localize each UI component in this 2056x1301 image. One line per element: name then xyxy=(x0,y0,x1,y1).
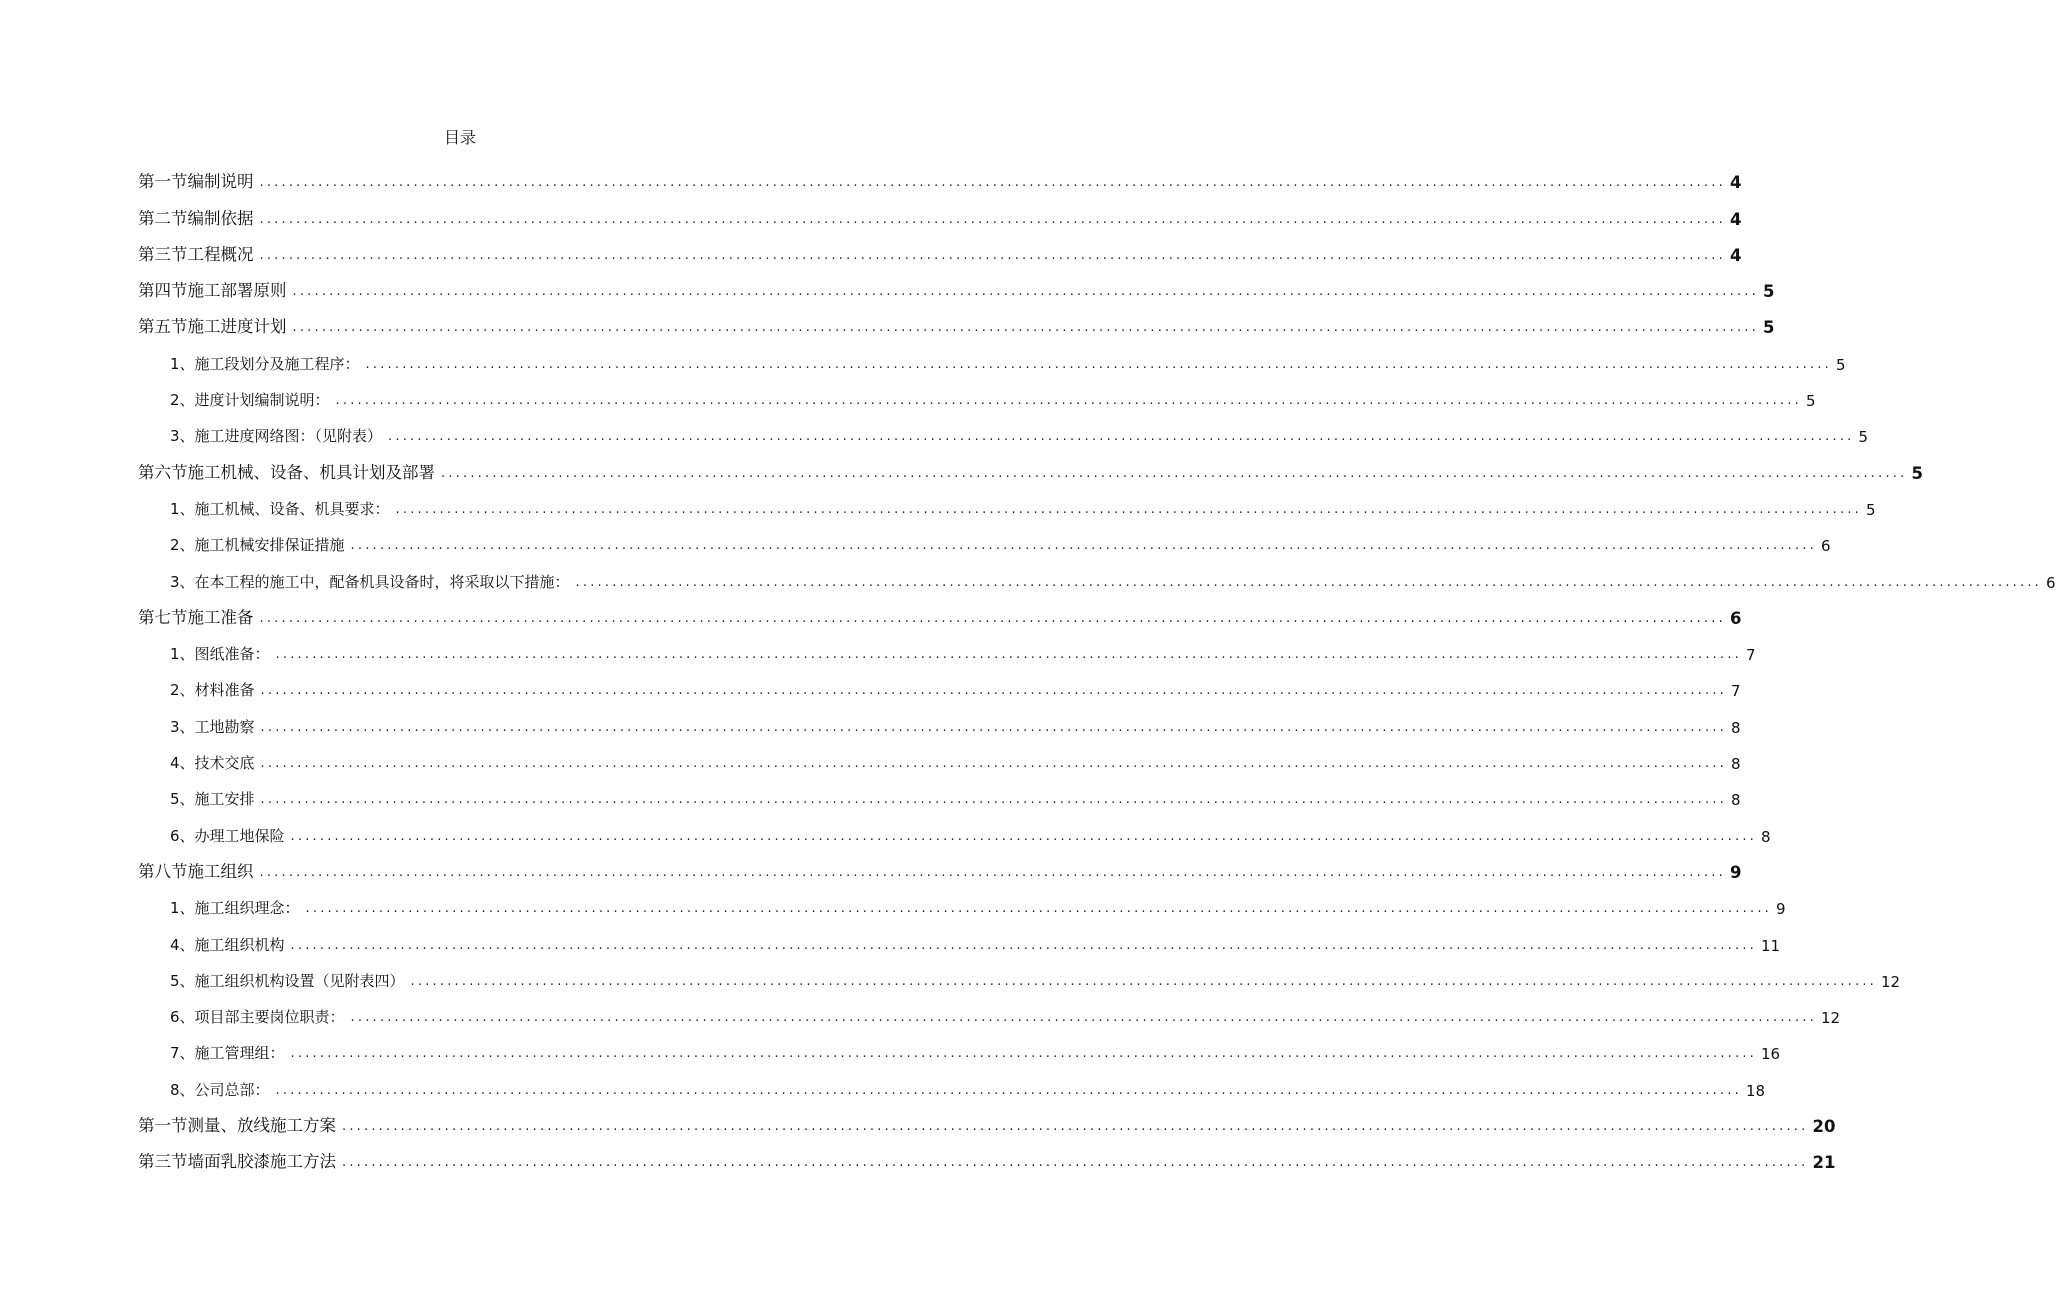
toc-entry[interactable] xyxy=(138,555,2056,592)
toc-page-number: 5 xyxy=(1858,428,1869,447)
toc-dot-leader: ........................................................................................................................................................................................................ xyxy=(290,1046,1758,1062)
toc-entry-title: 第三节工程概况 xyxy=(138,244,254,264)
toc-dot-leader: ........................................................................................................................................................................................................ xyxy=(259,247,1726,263)
toc-entry-title: 8、公司总部： xyxy=(170,1080,270,1099)
toc-entry-title: 第八节施工组织 xyxy=(138,861,254,881)
toc-dot-leader: ........................................................................................................................................................................................................ xyxy=(290,828,1758,844)
toc-title: 目录 xyxy=(443,128,476,147)
toc-page-number: 8 xyxy=(1761,827,1771,846)
toc-page-number: 5 xyxy=(1762,282,1775,302)
toc-page-number: 9 xyxy=(1729,862,1742,882)
toc-page-number: 16 xyxy=(1761,1045,1781,1064)
toc-page-number: 5 xyxy=(1806,392,1816,411)
toc-dot-leader: ........................................................................................................................................................................................................ xyxy=(259,211,1726,227)
toc-entry-title: 第一节测量、放线施工方案 xyxy=(138,1116,336,1136)
toc-entry-title: 1、施工组织理念： xyxy=(170,899,300,918)
toc-entry-title: 第七节施工准备 xyxy=(138,607,254,627)
toc-dot-leader: ........................................................................................................................................................................................................ xyxy=(260,683,1728,699)
toc-dot-leader: ........................................................................................................................................................................................................ xyxy=(275,1082,1743,1098)
toc-dot-leader: ........................................................................................................................................................................................................ xyxy=(259,864,1726,880)
toc-dot-leader: ........................................................................................................................................................................................................ xyxy=(292,320,1759,336)
toc-dot-leader: ........................................................................................................................................................................................................ xyxy=(342,1155,1809,1171)
toc-entry[interactable] xyxy=(138,1136,1836,1173)
toc-entry[interactable] xyxy=(138,628,1756,665)
toc-dot-leader: ........................................................................................................................................................................................................ xyxy=(292,284,1759,300)
toc-entry[interactable] xyxy=(138,483,1876,519)
toc-entry-title: 6、办理工地保险 xyxy=(170,826,285,845)
toc-entry-title: 2、施工机械安排保证措施 xyxy=(170,536,345,555)
toc-dot-leader: ........................................................................................................................................................................................................ xyxy=(365,356,1833,372)
toc-page-number: 21 xyxy=(1812,1153,1836,1173)
toc-entry[interactable] xyxy=(138,410,1869,447)
toc-dot-leader: ........................................................................................................................................................................................................ xyxy=(335,393,1803,409)
toc-entry-title: 7、施工管理组： xyxy=(170,1044,285,1063)
toc-entry-title: 第三节墙面乳胶漆施工方法 xyxy=(138,1152,336,1172)
toc-dot-leader: ........................................................................................................................................................................................................ xyxy=(290,937,1758,953)
toc-page-number: 5 xyxy=(1911,463,1923,483)
toc-entry[interactable] xyxy=(138,1063,1766,1100)
toc-entry-title: 1、图纸准备： xyxy=(170,645,270,664)
toc-page-number: 6 xyxy=(1729,608,1742,628)
toc-dot-leader: ........................................................................................................................................................................................................ xyxy=(259,175,1726,191)
toc-entry-title: 第二节编制依据 xyxy=(138,208,254,228)
toc-entry[interactable] xyxy=(138,337,1846,374)
toc-entry-title: 4、施工组织机构 xyxy=(170,935,285,954)
toc-entry-title: 6、项目部主要岗位职责： xyxy=(170,1008,345,1027)
table-of-contents xyxy=(138,156,2056,1173)
toc-dot-leader: ........................................................................................................................................................................................................ xyxy=(305,901,1773,917)
toc-entry-title: 3、在本工程的施工中，配备机具设备时，将采取以下措施： xyxy=(170,572,570,591)
toc-entry-title: 第四节施工部署原则 xyxy=(138,281,287,301)
toc-entry-title: 3、施工进度网络图：（见附表） xyxy=(170,427,383,446)
toc-entry-title: 5、施工安排 xyxy=(170,790,255,809)
toc-entry[interactable] xyxy=(138,1100,1836,1137)
toc-dot-leader: ........................................................................................................................................................................................................ xyxy=(350,1010,1818,1026)
toc-dot-leader: ........................................................................................................................................................................................................ xyxy=(575,574,2043,590)
toc-dot-leader: ........................................................................................................................................................................................................ xyxy=(350,538,1818,554)
toc-entry[interactable] xyxy=(138,265,1775,302)
toc-entry[interactable] xyxy=(138,991,1841,1028)
toc-page-number: 8 xyxy=(1731,791,1741,810)
toc-entry[interactable] xyxy=(138,846,1742,882)
toc-page-number: 5 xyxy=(1836,355,1846,374)
toc-dot-leader: ........................................................................................................................................................................................................ xyxy=(410,973,1878,989)
toc-entry[interactable] xyxy=(138,192,1742,229)
toc-entry[interactable] xyxy=(138,446,1923,483)
toc-page-number: 12 xyxy=(1821,1009,1841,1028)
toc-dot-leader: ........................................................................................................................................................................................................ xyxy=(260,756,1728,772)
toc-entry[interactable] xyxy=(138,1027,1781,1064)
toc-entry[interactable] xyxy=(138,700,1741,737)
toc-page-number: 18 xyxy=(1746,1081,1766,1100)
toc-page-number: 5 xyxy=(1866,500,1876,519)
toc-entry-title: 2、进度计划编制说明： xyxy=(170,391,330,410)
toc-dot-leader: ........................................................................................................................................................................................................ xyxy=(260,719,1728,735)
toc-entry[interactable] xyxy=(138,882,1786,919)
toc-page-number: 4 xyxy=(1729,245,1742,265)
toc-page-number: 4 xyxy=(1729,173,1742,193)
toc-dot-leader: ........................................................................................................................................................................................................ xyxy=(388,429,1855,445)
toc-entry-title: 第六节施工机械、设备、机具计划及部署 xyxy=(138,462,435,482)
toc-entry[interactable] xyxy=(138,809,1771,846)
toc-page-number: 11 xyxy=(1761,936,1781,955)
toc-entry-title: 4、技术交底 xyxy=(170,754,255,773)
toc-page-number: 7 xyxy=(1746,646,1756,665)
toc-entry[interactable] xyxy=(138,374,1816,411)
toc-page-number: 6 xyxy=(1821,537,1831,556)
toc-page-number: 9 xyxy=(1776,900,1786,919)
toc-page-number: 8 xyxy=(1731,718,1741,737)
toc-dot-leader: ........................................................................................................................................................................................................ xyxy=(395,501,1863,517)
toc-dot-leader: ........................................................................................................................................................................................................ xyxy=(342,1119,1809,1135)
toc-dot-leader: ........................................................................................................................................................................................................ xyxy=(260,792,1728,808)
toc-page-number: 20 xyxy=(1812,1117,1836,1137)
toc-entry-title: 5、施工组织机构设置（见附表四） xyxy=(170,971,405,990)
toc-page-number: 7 xyxy=(1731,682,1741,701)
toc-dot-leader: ........................................................................................................................................................................................................ xyxy=(441,465,1908,481)
toc-page-number: 5 xyxy=(1762,318,1775,338)
toc-entry-title: 1、施工段划分及施工程序： xyxy=(170,354,360,373)
toc-page-number: 6 xyxy=(2046,573,2056,592)
toc-entry[interactable] xyxy=(138,592,1742,628)
toc-entry[interactable] xyxy=(138,918,1781,955)
toc-entry[interactable] xyxy=(138,955,1901,991)
toc-dot-leader: ........................................................................................................................................................................................................ xyxy=(259,610,1726,626)
toc-page-number: 12 xyxy=(1881,972,1901,991)
toc-entry-title: 第一节编制说明 xyxy=(138,172,254,192)
toc-entry-title: 2、材料准备 xyxy=(170,681,255,700)
toc-entry[interactable] xyxy=(138,519,1831,556)
toc-page-number: 8 xyxy=(1731,755,1741,774)
toc-entry-title: 1、施工机械、设备、机具要求： xyxy=(170,499,390,518)
toc-entry[interactable] xyxy=(138,301,1775,338)
toc-entry-title: 3、工地勘察 xyxy=(170,717,255,736)
toc-entry[interactable] xyxy=(138,737,1741,774)
toc-entry[interactable] xyxy=(138,156,1742,193)
toc-dot-leader: ........................................................................................................................................................................................................ xyxy=(275,647,1743,663)
toc-page-number: 4 xyxy=(1729,209,1742,229)
toc-entry[interactable] xyxy=(138,664,1741,701)
toc-entry[interactable] xyxy=(138,773,1741,810)
toc-entry[interactable] xyxy=(138,229,1742,265)
toc-entry-title: 第五节施工进度计划 xyxy=(138,317,287,337)
